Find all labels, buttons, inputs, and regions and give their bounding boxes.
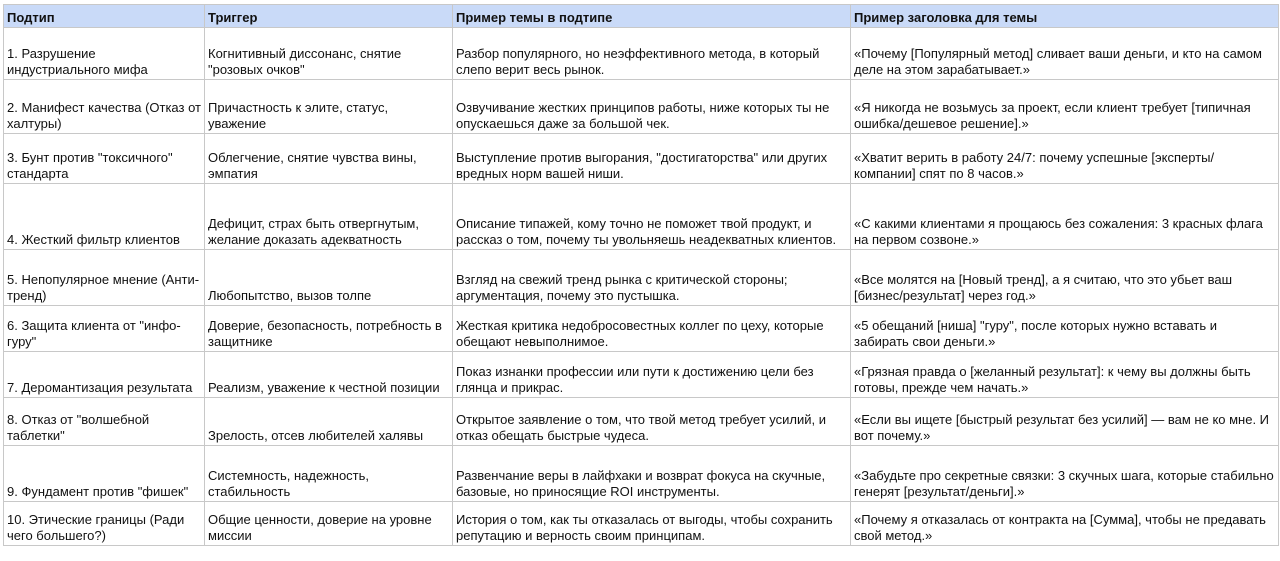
cell-trigger[interactable]: Любопытство, вызов толпе xyxy=(205,250,453,306)
table-row xyxy=(4,306,1279,352)
cell-headline[interactable]: «5 обещаний [ниша] "гуру", после которых нужно вставать и забирать свои деньги.» xyxy=(851,306,1279,352)
cell-trigger[interactable]: Общие ценности, доверие на уровне миссии xyxy=(205,502,453,546)
cell-headline[interactable]: «Почему [Популярный метод] сливает ваши деньги, и кто на самом деле на этом зарабатывает.» xyxy=(851,28,1279,80)
cell-topic[interactable]: Жесткая критика недобросовестных коллег по цеху, которые обещают невыполнимое. xyxy=(453,306,851,352)
table-row xyxy=(4,352,1279,398)
cell-trigger[interactable]: Дефицит, страх быть отвергнутым, желание доказать адекватность xyxy=(205,184,453,250)
cell-subtype[interactable]: 2. Манифест качества (Отказ от халтуры) xyxy=(4,80,205,134)
header-cell-subtype[interactable]: Подтип xyxy=(4,5,205,28)
cell-subtype[interactable]: 9. Фундамент против "фишек" xyxy=(4,446,205,502)
cell-trigger[interactable]: Зрелость, отсев любителей халявы xyxy=(205,398,453,446)
cell-headline[interactable]: «Почему я отказалась от контракта на [Сумма], чтобы не предавать свой метод.» xyxy=(851,502,1279,546)
cell-trigger[interactable]: Реализм, уважение к честной позиции xyxy=(205,352,453,398)
table-row xyxy=(4,446,1279,502)
cell-trigger[interactable]: Системность, надежность, стабильность xyxy=(205,446,453,502)
cell-subtype[interactable]: 5. Непопулярное мнение (Анти-тренд) xyxy=(4,250,205,306)
cell-headline[interactable]: «С какими клиентами я прощаюсь без сожаления: 3 красных флага на первом созвоне.» xyxy=(851,184,1279,250)
cell-headline[interactable]: «Хватит верить в работу 24/7: почему успешные [эксперты/компании] спят по 8 часов.» xyxy=(851,134,1279,184)
cell-headline[interactable]: «Я никогда не возьмусь за проект, если клиент требует [типичная ошибка/дешевое решение].» xyxy=(851,80,1279,134)
spreadsheet-table xyxy=(3,4,1279,546)
header-cell-trigger[interactable]: Триггер xyxy=(205,5,453,28)
cell-subtype[interactable]: 10. Этические границы (Ради чего большего?) xyxy=(4,502,205,546)
header-row xyxy=(4,5,1279,28)
header-cell-headline-example[interactable]: Пример заголовка для темы xyxy=(851,5,1279,28)
table-row xyxy=(4,134,1279,184)
table-row xyxy=(4,80,1279,134)
table-row xyxy=(4,184,1279,250)
cell-subtype[interactable]: 1. Разрушение индустриального мифа xyxy=(4,28,205,80)
cell-topic[interactable]: Взгляд на свежий тренд рынка с критической стороны; аргументация, почему это пустышка. xyxy=(453,250,851,306)
cell-trigger[interactable]: Когнитивный диссонанс, снятие "розовых очков" xyxy=(205,28,453,80)
cell-topic[interactable]: Развенчание веры в лайфхаки и возврат фокуса на скучные, базовые, но приносящие ROI инструменты. xyxy=(453,446,851,502)
cell-topic[interactable]: Показ изнанки профессии или пути к достижению цели без глянца и прикрас. xyxy=(453,352,851,398)
cell-topic[interactable]: Открытое заявление о том, что твой метод требует усилий, и отказ обещать быстрые чудеса. xyxy=(453,398,851,446)
cell-topic[interactable]: Разбор популярного, но неэффективного метода, в который слепо верит весь рынок. xyxy=(453,28,851,80)
cell-trigger[interactable]: Облегчение, снятие чувства вины, эмпатия xyxy=(205,134,453,184)
table-row xyxy=(4,28,1279,80)
cell-subtype[interactable]: 7. Деромантизация результата xyxy=(4,352,205,398)
cell-headline[interactable]: «Если вы ищете [быстрый результат без усилий] — вам не ко мне. И вот почему.» xyxy=(851,398,1279,446)
cell-topic[interactable]: Описание типажей, кому точно не поможет твой продукт, и рассказ о том, почему ты увольняешь неадекватных клиентов. xyxy=(453,184,851,250)
table-row xyxy=(4,398,1279,446)
cell-headline[interactable]: «Все молятся на [Новый тренд], а я считаю, что это убьет ваш [бизнес/результат] через год.» xyxy=(851,250,1279,306)
cell-topic[interactable]: Озвучивание жестких принципов работы, ниже которых ты не опускаешься даже за большой чек. xyxy=(453,80,851,134)
cell-trigger[interactable]: Причастность к элите, статус, уважение xyxy=(205,80,453,134)
cell-subtype[interactable]: 6. Защита клиента от "инфо-гуру" xyxy=(4,306,205,352)
cell-headline[interactable]: «Забудьте про секретные связки: 3 скучных шага, которые стабильно генерят [результат/деньги].» xyxy=(851,446,1279,502)
cell-headline[interactable]: «Грязная правда о [желанный результат]: к чему вы должны быть готовы, прежде чем начать.» xyxy=(851,352,1279,398)
cell-topic[interactable]: История о том, как ты отказалась от выгоды, чтобы сохранить репутацию и верность своим принципам. xyxy=(453,502,851,546)
cell-topic[interactable]: Выступление против выгорания, "достигаторства" или других вредных норм вашей ниши. xyxy=(453,134,851,184)
table-row xyxy=(4,502,1279,546)
cell-trigger[interactable]: Доверие, безопасность, потребность в защитнике xyxy=(205,306,453,352)
header-cell-topic-example[interactable]: Пример темы в подтипе xyxy=(453,5,851,28)
table-row xyxy=(4,250,1279,306)
cell-subtype[interactable]: 4. Жесткий фильтр клиентов xyxy=(4,184,205,250)
cell-subtype[interactable]: 8. Отказ от "волшебной таблетки" xyxy=(4,398,205,446)
cell-subtype[interactable]: 3. Бунт против "токсичного" стандарта xyxy=(4,134,205,184)
